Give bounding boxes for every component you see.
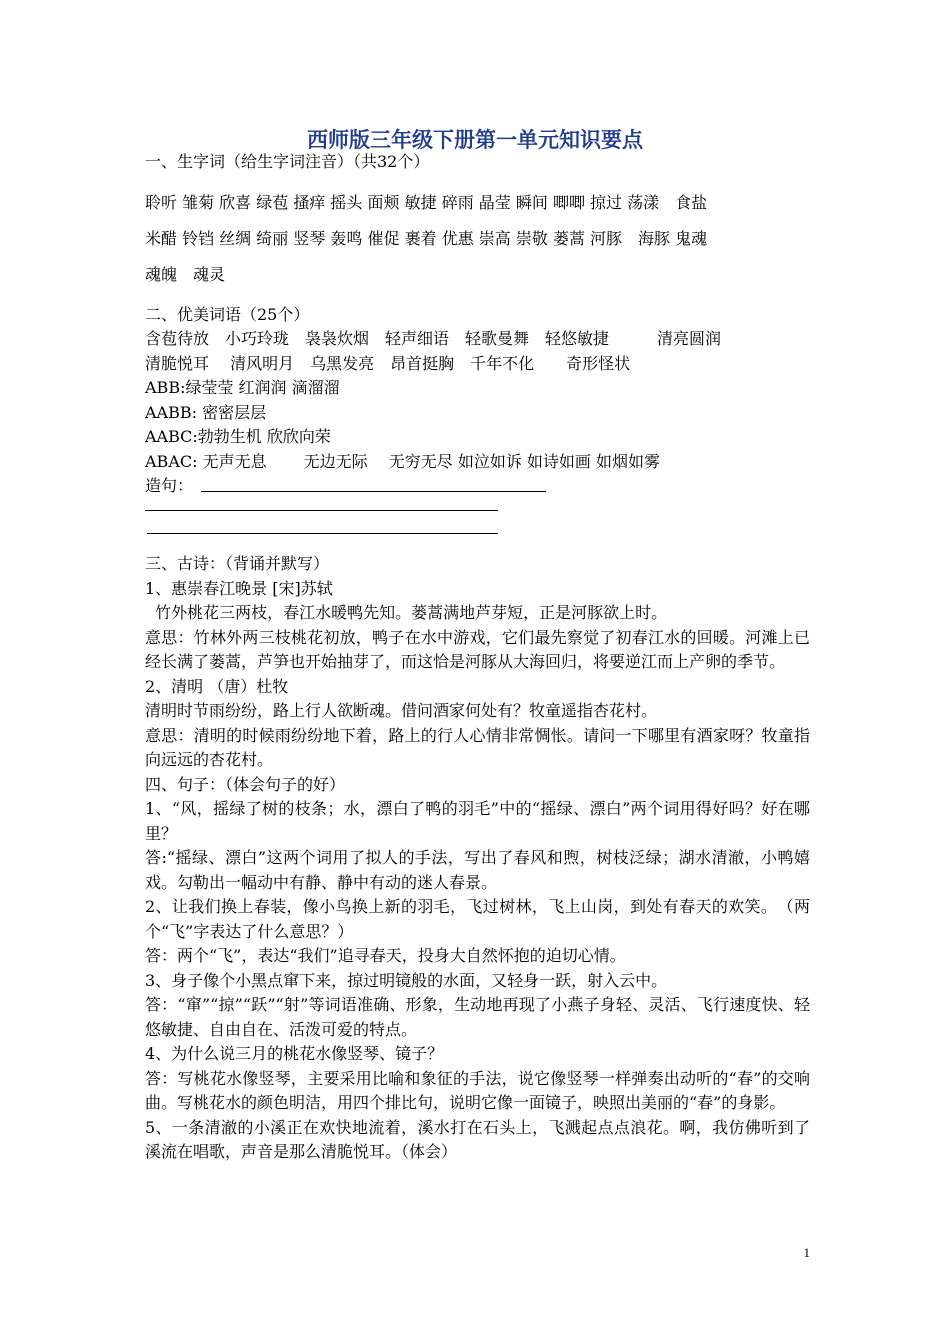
phrases-aabc: AABC:勃勃生机 欣欣向荣 xyxy=(145,427,331,446)
phrases-line-2: 清脆悦耳 清风明月 乌黑发亮 昂首挺胸 千年不化 奇形怪状 xyxy=(145,353,631,373)
phrases-aabb: AABB: 密密层层 xyxy=(145,402,267,422)
sentence-answer-3: 答：“窜”“掠”“跃”“射”等词语准确、形象，生动地再现了小燕子身轻、灵活、飞行速度快、轻悠敏捷、自由自在、活泼可爱的特点。 xyxy=(145,995,810,1039)
section-2-heading: 二、优美词语（25个） xyxy=(145,304,310,324)
poem-1-text: 竹外桃花三两枝，春江水暖鸭先知。蒌蒿满地芦芽短，正是河豚欲上时。 xyxy=(145,603,668,622)
phrases-abac: ABAC: 无声无息 无边无际 无穷无尽 如泣如诉 如诗如画 如烟如雾 xyxy=(145,451,661,471)
sentence-label: 造句： xyxy=(145,476,194,495)
poem-1-title: 1、惠崇春江晚景 [宋]苏轼 xyxy=(145,578,333,598)
answer-line-1 xyxy=(201,491,546,492)
sentence-question-1: 1、“风，摇绿了树的枝条；水，漂白了鸭的羽毛”中的“摇绿、漂白”两个词用得好吗？好在哪里？ xyxy=(145,799,810,843)
vocab-line-2: 米醋 铃铛 丝绸 绮丽 竖琴 轰鸣 催促 裹着 优惠 崇高 崇敬 蒌蒿 河豚 海豚 鬼魂 xyxy=(145,228,708,248)
section-1-heading: 一、生字词（给生字词注音）（共32个） xyxy=(145,152,430,171)
section-3-heading: 三、古诗：（背诵并默写） xyxy=(145,554,330,573)
sentence-answer-1: 答:“摇绿、漂白”这两个词用了拟人的手法，写出了春风和煦，树枝泛绿；湖水清澈，小鸭嬉戏。勾勒出一幅动中有静、静中有动的迷人春景。 xyxy=(145,848,810,892)
phrases-abb: ABB:绿莹莹 红润润 滴溜溜 xyxy=(145,378,340,397)
document-title: 西师版三年级下册第一单元知识要点 xyxy=(307,127,643,152)
phrases-line-1: 含苞待放 小巧玲珑 袅袅炊烟 轻声细语 轻歌曼舞 轻悠敏捷 清亮圆润 xyxy=(145,329,722,348)
sentence-question-4: 4、为什么说三月的桃花水像竖琴、镜子？ xyxy=(145,1044,444,1063)
sentence-question-3: 3、身子像个小黑点窜下来，掠过明镜般的水面，又轻身一跃，射入云中。 xyxy=(145,970,668,990)
answer-line-3 xyxy=(147,533,498,534)
sentence-answer-2: 答：两个“飞”，表达“我们”追寻春天，投身大自然怀抱的迫切心情。 xyxy=(145,946,626,965)
sentence-answer-4: 答：写桃花水像竖琴，主要采用比喻和象征的手法，说它像竖琴一样弹奏出动听的“春”的交响曲。写桃花水的颜色明洁，用四个排比句，说明它像一面镜子，映照出美丽的“春”的身影。 xyxy=(145,1068,810,1112)
answer-row-2 xyxy=(145,498,810,522)
vocab-line-1: 聆听 雏菊 欣喜 绿苞 搔痒 摇头 面颊 敏捷 碎雨 晶莹 瞬间 唧唧 掠过 荡漾 食盐 xyxy=(145,192,708,212)
page-number: 1 xyxy=(803,1245,810,1260)
poem-2-meaning: 意思：清明的时候雨纷纷地下着，路上的行人心情非常惆怅。请问一下哪里有酒家呀？牧童指向远远的杏花村。 xyxy=(145,725,810,769)
section-4-heading: 四、句子：（体会句子的好） xyxy=(145,774,346,794)
answer-line-2 xyxy=(145,510,498,511)
poem-1-meaning: 意思：竹林外两三枝桃花初放，鸭子在水中游戏，它们最先察觉了初春江水的回暖。河滩上已经长满了蒌蒿，芦笋也开始抽芽了，而这恰是河豚从大海回归，将要逆江而上产卵的季节。 xyxy=(145,627,810,671)
poem-2-text: 清明时节雨纷纷，路上行人欲断魂。借问酒家何处有？牧童遥指杏花村。 xyxy=(145,701,658,720)
sentence-row xyxy=(145,474,810,498)
sentence-question-5: 5、一条清澈的小溪正在欢快地流着，溪水打在石头上，飞溅起点点浪花。啊，我仿佛听到了溪流在唱歌，声音是那么清脆悦耳。（体会） xyxy=(145,1117,810,1161)
document-body xyxy=(145,150,810,1165)
sentence-question-2: 2、让我们换上春装，像小鸟换上新的羽毛，飞过树林，飞上山岗，到处有春天的欢笑。 （两个“飞”字表达了什么意思？） xyxy=(145,897,810,941)
answer-row-3 xyxy=(145,522,810,546)
vocab-line-3: 魂魄 魂灵 xyxy=(145,264,226,284)
poem-2-title: 2、清明 （唐）杜牧 xyxy=(145,676,289,696)
